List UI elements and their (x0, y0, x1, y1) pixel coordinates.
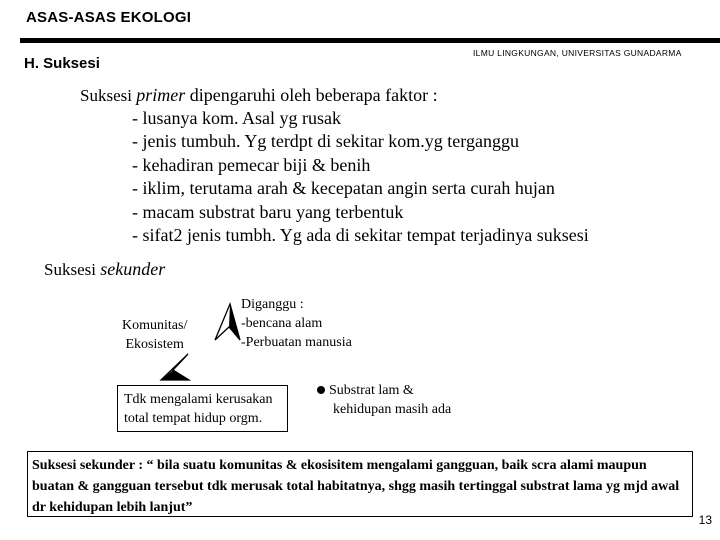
disturbance-item: -Perbuatan manusia (241, 335, 352, 350)
primer-lead-suffix: dipengaruhi oleh beberapa faktor : (185, 85, 438, 105)
header-rule (20, 38, 720, 43)
primer-factor-list (132, 107, 589, 247)
sekunder-emph: sekunder (100, 259, 166, 279)
factor-item: - macam substrat baru yang terbentuk (132, 201, 404, 222)
bullet-dot-icon (317, 386, 325, 394)
diagram-node-community (122, 316, 187, 354)
outcome-a-line1: Tdk mengalami kerusakan (124, 392, 273, 407)
diagram-disturbance (241, 295, 352, 352)
definition-box: Suksesi sekunder : “ bila suatu komunitas & ekosisitem mengalami gangguan, baik scra alami maupun buatan & gangguan tersebut tdk merusak total habitatnya, shgg masih tertinggal substrat lama yg mjd awal dr kehidupan lebih lanjut” (27, 451, 693, 517)
primer-emph: primer (136, 85, 186, 105)
page-title: ASAS-ASAS EKOLOGI (26, 9, 192, 26)
factor-item: - lusanya kom. Asal yg rusak (132, 108, 341, 128)
primer-lead-prefix: Suksesi (80, 86, 137, 105)
outcome-box-no-damage (117, 385, 288, 432)
affiliation: ILMU LINGKUNGAN, UNIVERSITAS GUNADARMA (473, 48, 682, 58)
sekunder-lead-prefix: Suksesi (44, 260, 101, 279)
arrow-down-left-icon (158, 350, 192, 384)
outcome-a-line2: total tempat hidup orgm. (124, 411, 263, 426)
node-community-line2: Ekosistem (125, 337, 184, 352)
outcome-b-line1: Substrat lam & (329, 383, 414, 398)
factor-item: - iklim, terutama arah & kecepatan angin serta curah hujan (132, 178, 555, 199)
section-heading: H. Suksesi (24, 55, 100, 72)
factor-item: - sifat2 jenis tumbh. Yg ada di sekitar tempat terjadinya suksesi (132, 224, 589, 245)
sekunder-lead (44, 259, 165, 280)
node-community-line1: Komunitas/ (122, 318, 188, 333)
outcome-substrate (329, 381, 451, 419)
disturbance-title: Diganggu : (241, 297, 304, 312)
factor-item: - jenis tumbuh. Yg terdpt di sekitar kom.yg terganggu (132, 131, 519, 152)
primer-lead (80, 85, 438, 106)
factor-item: - kehadiran pemecar biji & benih (132, 154, 371, 175)
page-number: 13 (698, 513, 712, 527)
outcome-b-line2: kehidupan masih ada (333, 402, 452, 417)
disturbance-item: -bencana alam (241, 316, 323, 331)
